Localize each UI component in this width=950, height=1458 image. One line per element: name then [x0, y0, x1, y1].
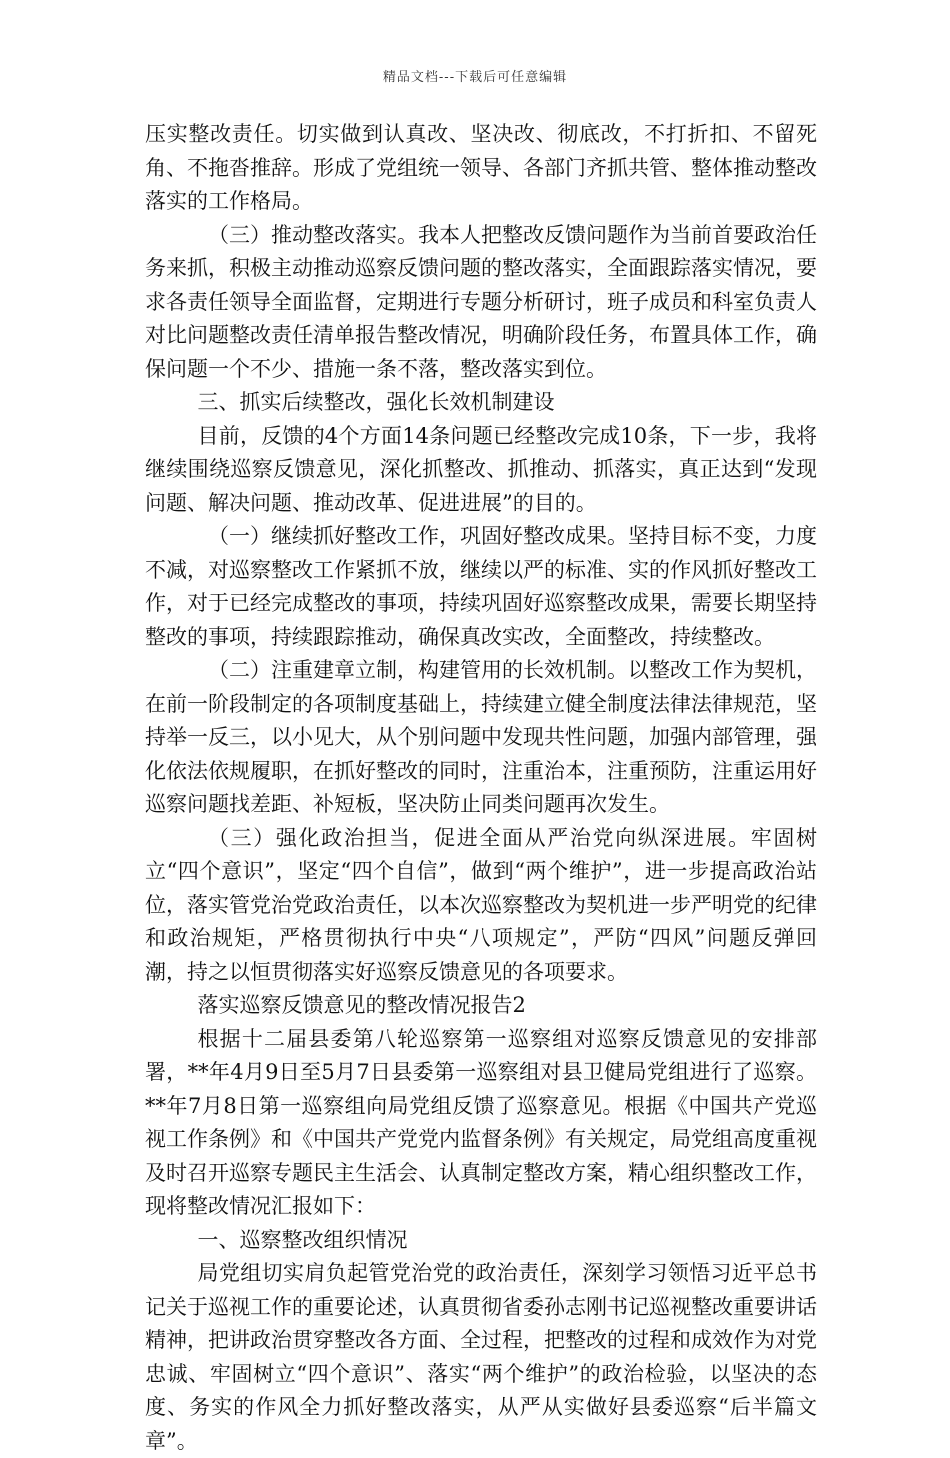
paragraph-organization: 局党组切实肩负起管党治党的政治责任，深刻学习领悟习近平总书记关于巡视工作的重要论述，认真贯彻省委孙志刚书记巡视整改重要讲话精神，把讲政治贯穿整改各方面、全过程，把整改的过程和成效作为对党忠诚、牢固树立“四个意识”、落实“两个维护”的政治检验，以坚决的态度、务实的作风全力抓好整改落实，从严从实做好县委巡察“后半篇文章”。 — [145, 1261, 817, 1453]
paragraph-report-intro: 根据十二届县委第八轮巡察第一巡察组对巡察反馈意见的安排部署，**年4月9日至5月7日县委第一巡察组对县卫健局党组进行了巡察。**年7月8日第一巡察组向局党组反馈了巡察意见。根据《中国共产党巡视工作条例》和《中国共产党党内监督条例》有关规定，局党组高度重视及时召开巡察专题民主生活会、认真制定整改方案，精心组织整改工作，现将整改情况汇报如下： — [145, 1026, 817, 1218]
document-body — [145, 118, 817, 1458]
paragraph-item-2-mechanism: （二）注重建章立制，构建管用的长效机制。以整改工作为契机，在前一阶段制定的各项制度基础上，持续建立健全制度法律法律规范，坚持举一反三，以小见大，从个别问题中发现共性问题，加强内部管理，强化依法依规履职，在抓好整改的同时，注重治本，注重预防，注重运用好巡察问题找差距、补短板，坚决防止同类问题再次发生。 — [145, 658, 817, 816]
paragraph-item-1-continue: （一）继续抓好整改工作，巩固好整改成果。坚持目标不变，力度不减，对巡察整改工作紧抓不放，继续以严的标准、实的作风抓好整改工作，对于已经完成整改的事项，持续巩固好巡察整改成果，需要长期坚持整改的事项，持续跟踪推动，确保真改实改，全面整改，持续整改。 — [145, 524, 817, 649]
paragraph-continuation: 压实整改责任。切实做到认真改、坚决改、彻底改，不打折扣、不留死角、不拖沓推辞。形成了党组统一领导、各部门齐抓共管、整体推动整改落实的工作格局。 — [145, 122, 817, 213]
section-heading-3: 三、抓实后续整改，强化长效机制建设 — [197, 390, 555, 414]
section-heading-1: 一、巡察整改组织情况 — [197, 1227, 408, 1252]
paragraph-next-steps: 目前，反馈的4个方面14条问题已经整改完成10条，下一步，我将继续围绕巡察反馈意见，深化抓整改、抓推动、抓落实，真正达到“发现问题、解决问题、推动改革、促进进展”的目的。 — [145, 423, 817, 515]
report-title-2: 落实巡察反馈意见的整改情况报告2 — [197, 993, 526, 1017]
paragraph-item-3-political: （三）强化政治担当，促进全面从严治党向纵深进展。牢固树立“四个意识”，坚定“四个自信”，做到“两个维护”，进一步提高政治站位，落实管党治党政治责任，以本次巡察整改为契机进一步严明党的纪律和政治规矩，严格贯彻执行中央“八项规定”，严防“四风”问题反弹回潮，持之以恒贯彻落实好巡察反馈意见的各项要求。 — [145, 825, 817, 984]
paragraph-item-3-rectification: （三）推动整改落实。我本人把整改反馈问题作为当前首要政治任务来抓，积极主动推动巡察反馈问题的整改落实，全面跟踪落实情况，要求各责任领导全面监督，定期进行专题分析研讨，班子成员和科室负责人对比问题整改责任清单报告整改情况，明确阶段任务，布置具体工作，确保问题一个不少、措施一条不落，整改落实到位。 — [145, 222, 817, 381]
page-header: 精品文档---下载后可任意编辑 — [382, 70, 568, 85]
